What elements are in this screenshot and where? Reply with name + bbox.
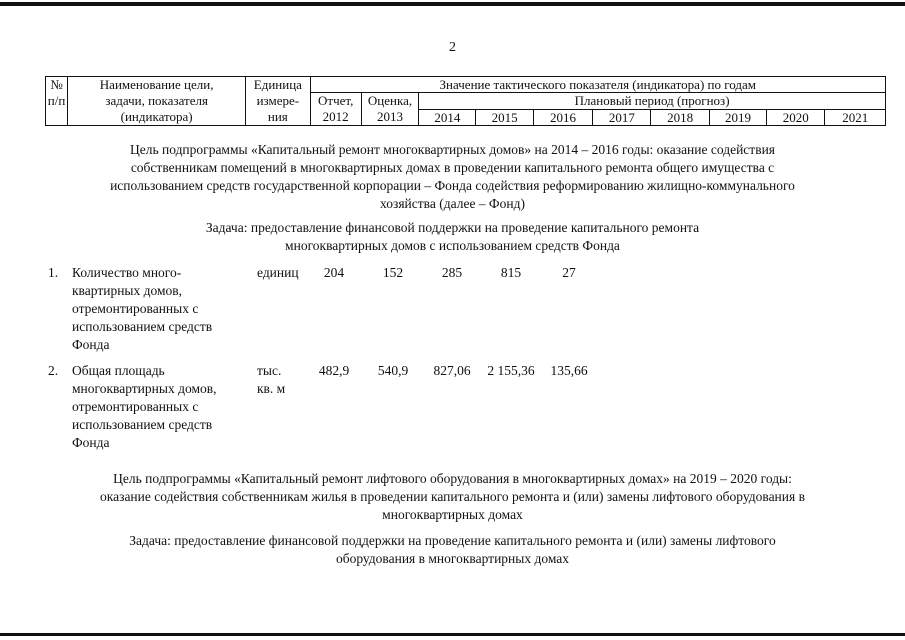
header-year: 2015 [476, 109, 533, 126]
row-unit: тыс. кв. м [257, 363, 286, 396]
row-name: Количество много- квартирных домов, отремонтированных с использованием средств Фонда [72, 265, 213, 352]
row-value: 152 [382, 265, 404, 280]
header-year: 2019 [709, 109, 766, 126]
bottom-border [0, 633, 905, 636]
row-value: 27 [562, 265, 576, 280]
row-value: 827,06 [433, 363, 471, 378]
header-unit: Единица измере- ния [246, 77, 310, 126]
page-number: 2 [449, 40, 456, 55]
row-number: 1. [48, 265, 59, 280]
goal-1-text: Цель подпрограммы «Капитальный ремонт многоквартирных домов» на 2014 – 2016 годы: оказание содействия собственникам помещений в многоквартирных домах в проведении капитального ремонта общего имущества с использованием средств государственной корпорации – Фонда содействия реформированию жилищно-коммунального хозяйства (далее – Фонд) [110, 142, 795, 211]
row-value: 285 [441, 265, 463, 280]
header-year: 2021 [825, 109, 886, 126]
header-year: 2018 [651, 109, 709, 126]
row-value: 482,9 [318, 363, 350, 378]
header-year: 2020 [767, 109, 825, 126]
header-estimate: Оценка, 2013 [361, 93, 418, 126]
table-row [0, 264, 905, 354]
header-num: № п/п [46, 77, 68, 126]
row-value: 2 155,36 [487, 363, 535, 378]
indicator-table-header [45, 76, 886, 126]
row-value: 540,9 [377, 363, 409, 378]
header-span-title: Значение тактического показателя (индикатора) по годам [310, 77, 885, 93]
header-planned-title: Плановый период (прогноз) [419, 93, 886, 110]
task-2-text: Задача: предоставление финансовой поддержки на проведение капитального ремонта и (или) замены лифтового оборудования в многоквартирных домах [129, 533, 776, 566]
table-row [0, 362, 905, 452]
header-name: Наименование цели, задачи, показателя (индикатора) [68, 77, 246, 126]
row-value: 815 [500, 265, 522, 280]
header-year: 2016 [533, 109, 592, 126]
header-report: Отчет, 2012 [310, 93, 361, 126]
header-year: 2014 [419, 109, 476, 126]
row-value: 135,66 [550, 363, 588, 378]
goal-2-text: Цель подпрограммы «Капитальный ремонт лифтового оборудования в многоквартирных домах» на 2019 – 2020 годы: оказание содействия собственникам жилья в проведении капитального ремонта и (или) замены лифтового оборудования в многоквартирных домах [100, 471, 805, 522]
top-border [0, 2, 905, 6]
row-unit: единиц [257, 265, 299, 280]
row-value: 204 [323, 265, 345, 280]
header-year: 2017 [593, 109, 651, 126]
row-number: 2. [48, 363, 59, 378]
task-1-text: Задача: предоставление финансовой поддержки на проведение капитального ремонта многоквартирных домов с использованием средств Фонда [205, 220, 700, 253]
row-name: Общая площадь многоквартирных домов, отремонтированных с использованием средств Фонда [72, 363, 217, 450]
